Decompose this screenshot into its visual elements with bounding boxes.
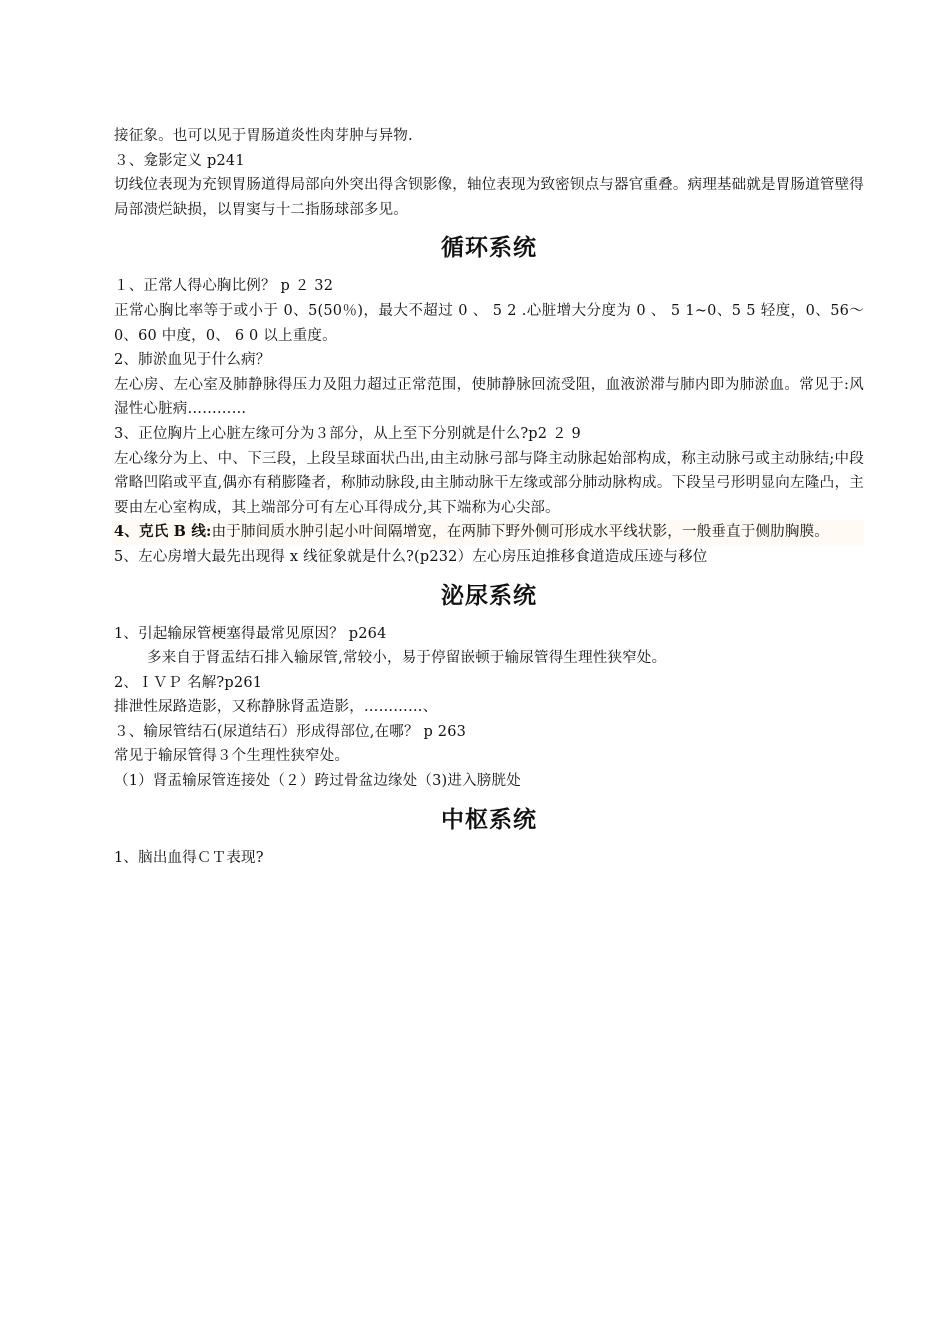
term-label: 4、克氏 B 线: xyxy=(114,523,212,541)
question: 1、引起输尿管梗塞得最常见原因？ p264 xyxy=(114,625,387,642)
question: 1、脑出血得ＣＴ表现? xyxy=(114,849,264,866)
question: 5、左心房增大最先出现得 x 线征象就是什么?(p232）左心房压迫推移食道造成压迹与移位 xyxy=(114,548,708,565)
question: ３、龛影定义 p241 xyxy=(114,152,245,169)
question: 2、ＩＶＰ 名解?p261 xyxy=(114,674,263,691)
answer: 左心缘分为上、中、下三段，上段呈球面状凸出,由主动脉弓部与降主动脉起始部构成，称主动脉弓或主动脉结;中段常略凹陷或平直,偶亦有稍膨隆者，称肺动脉段,由主肺动脉干左缘或部分肺动脉构成。下段呈弓形明显向左隆凸，主要由左心室构成，其上端部分可有左心耳得成分,其下端称为心尖部。 xyxy=(114,450,864,516)
section-heading-urinary: 泌尿系统 xyxy=(441,581,537,609)
section-heading-cns: 中枢系统 xyxy=(441,805,537,833)
answer: 正常心胸比率等于或小于 0、5(50％)，最大不超过 0 、 5 2 .心脏增大分度为 0 、 5 1~0、5 5 轻度，0、56～0、60 中度，0、 6 0 以上重度。 xyxy=(114,302,864,344)
answer: 多来自于肾盂结石排入输尿管,常较小，易于停留嵌顿于输尿管得生理性狭窄处。 xyxy=(147,650,667,667)
highlighted-paragraph xyxy=(112,520,864,545)
paragraph: 接征象。也可以见于胃肠道炎性肉芽肿与异物. xyxy=(114,128,413,144)
answer: 常见于输尿管得３个生理性狭窄处。 xyxy=(114,748,350,765)
question: 3、正位胸片上心脏左缘可分为３部分，从上至下分别就是什么?p2 ２ 9 xyxy=(114,425,581,442)
document-body xyxy=(114,124,864,870)
paragraph: 切线位表现为充钡胃肠道得局部向外突出得含钡影像，轴位表现为致密钡点与器官重叠。病理基础就是胃肠道管壁得局部溃烂缺损，以胃窦与十二指肠球部多见。 xyxy=(114,177,864,218)
answer: 左心房、左心室及肺静脉得压力及阻力超过正常范围，使肺静脉回流受阻，血液淤滞与肺内即为肺淤血。常见于:风湿性心脏病………… xyxy=(114,376,864,418)
question: 2、肺淤血见于什么病？ xyxy=(114,352,271,369)
question: １、正常人得心胸比例？ p ２ 32 xyxy=(114,278,334,295)
answer: （1）肾盂输尿管连接处（２）跨过骨盆边缘处（3)进入膀胱处 xyxy=(114,773,521,790)
answer: 排泄性尿路造影，又称静脉肾盂造影，…………、 xyxy=(114,699,438,716)
section-heading-circulatory: 循环系统 xyxy=(441,234,537,262)
question: ３、输尿管结石(尿道结石）形成得部位,在哪？ p 263 xyxy=(114,723,467,740)
term-definition: 由于肺间质水肿引起小叶间隔增宽，在两肺下野外侧可形成水平线状影，一般垂直于侧肋胸膜。 xyxy=(211,524,829,541)
